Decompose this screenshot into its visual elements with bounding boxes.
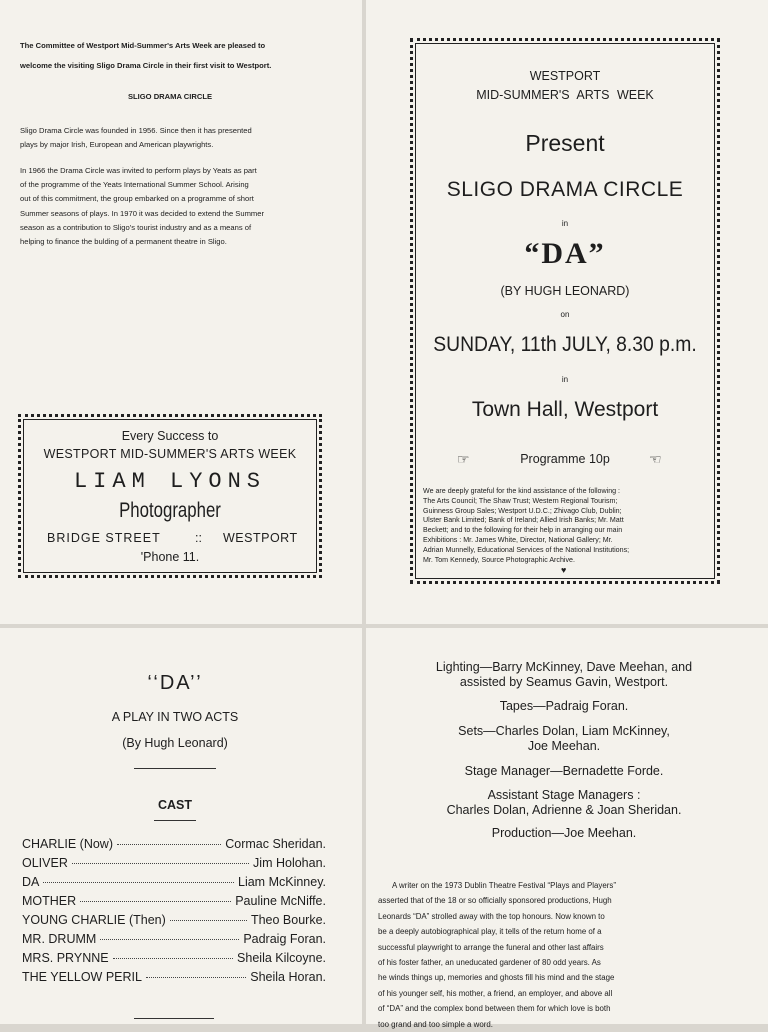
- cover-frame: [410, 38, 720, 584]
- ad-trade: Photographer: [119, 499, 221, 522]
- text-line: assisted by Seamus Gavin, Westport.: [459, 675, 669, 689]
- text-line: Joe Meehan.: [527, 739, 601, 753]
- welcome-line: The Committee of Westport Mid-Summer's Arts Week are pleased to: [20, 41, 266, 50]
- divider: [154, 820, 196, 821]
- crew-assistant-stage-managers: [366, 788, 762, 818]
- cast-role: CHARLIE (Now): [22, 837, 113, 851]
- cast-role: OLIVER: [22, 856, 68, 870]
- text-line: season as a contribution to Sligo's tourist industry and as a means of: [20, 222, 252, 232]
- cast-actor: Theo Bourke.: [250, 913, 326, 927]
- play-note: [378, 878, 754, 1032]
- ad-address: BRIDGE STREET: [47, 531, 161, 545]
- text-line: of “DA” and the complex bond between them for which love is both: [378, 1004, 611, 1014]
- text-line: asserted that of the 18 or so officially sponsored productions, Hugh: [378, 896, 612, 906]
- text-line: plays by major Irish, European and American playwrights.: [20, 140, 214, 149]
- intro-heading: SLIGO DRAMA CIRCLE: [127, 92, 213, 101]
- page-crew: [366, 628, 768, 1029]
- text-line: be a deeply autobiographical play, it tells of the return home of a: [378, 927, 602, 937]
- ornament-icon: ♥: [561, 565, 567, 575]
- cover-venue: Town Hall, Westport: [471, 398, 659, 421]
- cast-role: YOUNG CHARLIE (Then): [22, 913, 166, 927]
- pointing-hand-left-icon: ☜: [649, 451, 662, 467]
- text-line: Lighting—Barry McKinney, Dave Meehan, and: [435, 660, 693, 674]
- cover-author: (BY HUGH LEONARD): [500, 284, 630, 298]
- text-line: Guinness Group Sales; Westport U.D.C.; Zhivago Club, Dublin;: [423, 506, 622, 515]
- play-subtitle: A PLAY IN TWO ACTS: [111, 710, 239, 724]
- text-line: Adrian Munnelly, Educational Services of the National Institutions;: [423, 545, 630, 554]
- text-line: A writer on the 1973 Dublin Theatre Festival “Plays and Players”: [392, 881, 616, 890]
- cast-role: THE YELLOW PERIL: [22, 970, 142, 984]
- ad-name: LIAM LYONS: [73, 469, 267, 494]
- cast-actor: Jim Holohan.: [253, 856, 326, 870]
- text-line: helping to finance the bulding of a permanent theatre in Sligo.: [20, 237, 227, 247]
- intro-paragraph-2: [20, 164, 264, 249]
- cast-row: [22, 875, 326, 894]
- text-line: Leonards “DA” strolled away with the top honours. Now known to: [378, 911, 605, 921]
- cast-actor: Sheila Kilcoyne.: [237, 951, 326, 965]
- ad-address: WESTPORT: [223, 531, 298, 545]
- crew-lighting: [366, 660, 762, 690]
- text-line: Sets—Charles Dolan, Liam McKinney,: [458, 724, 670, 738]
- text-line: Ulster Bank Limited; Bank of Ireland; Allied Irish Banks; Mr. Matt: [423, 516, 624, 525]
- text-line: he winds things up, memories and ghosts fill his mind and the stage: [378, 973, 615, 983]
- cast-row: [22, 856, 326, 875]
- cast-role: MOTHER: [22, 894, 77, 908]
- crew-tapes: Tapes—Padraig Foran.: [499, 699, 629, 713]
- cover-in: in: [561, 219, 569, 228]
- text-line: Mr. Tom Kennedy, Source Photographic Archive.: [423, 555, 575, 564]
- ad-line: WESTPORT MID-SUMMER'S ARTS WEEK: [43, 447, 297, 461]
- crew-stage-manager: Stage Manager—Bernadette Forde.: [464, 764, 664, 778]
- cast-actor: Padraig Foran.: [243, 932, 326, 946]
- cast-role: MR. DRUMM: [22, 932, 97, 946]
- ad-line: Every Success to: [121, 429, 219, 443]
- cast-actor: Liam McKinney.: [238, 875, 326, 889]
- cast-page-title: ‘‘DA’’: [147, 672, 203, 694]
- crew-sets: [366, 724, 762, 754]
- page-intro: [0, 0, 362, 624]
- cast-list: [22, 837, 326, 989]
- intro-paragraph-1: [20, 124, 252, 152]
- text-line: Assistant Stage Managers :: [487, 788, 641, 802]
- text-line: We are deeply grateful for the kind assistance of the following :: [423, 487, 621, 495]
- ad-separator: ::: [195, 531, 202, 545]
- pointing-hand-right-icon: ☞: [457, 451, 470, 467]
- cast-heading: CAST: [157, 798, 193, 812]
- page-cast: [0, 628, 362, 1024]
- text-line: Exhibitions : Mr. James White, Director, National Gallery; Mr.: [423, 535, 613, 544]
- text-line: Charles Dolan, Adrienne & Joan Sheridan.: [446, 803, 682, 817]
- cast-actor: Cormac Sheridan.: [225, 837, 326, 851]
- intro-welcome: [20, 36, 271, 76]
- play-author: (By Hugh Leonard): [122, 736, 228, 750]
- cast-role: MRS. PRYNNE: [22, 951, 109, 965]
- cast-row: [22, 837, 326, 856]
- cover-company: SLIGO DRAMA CIRCLE: [446, 178, 684, 201]
- text-line: Sligo Drama Circle was founded in 1956. Since then it has presented: [20, 126, 252, 135]
- text-line: The Arts Council; The Shaw Trust; Western Regional Tourism;: [423, 496, 618, 505]
- cast-row: [22, 894, 326, 913]
- cover-org: WESTPORT: [529, 69, 601, 83]
- text-line: of his foster father, an uneducated gardener of 80 odd years. As: [378, 958, 601, 968]
- cover-play-title: “DA”: [524, 237, 606, 270]
- cover-on: on: [560, 310, 570, 319]
- cover-org: MID-SUMMER'S ARTS WEEK: [476, 88, 654, 102]
- cast-role: DA: [22, 875, 40, 889]
- photographer-ad: [18, 414, 322, 578]
- cover-date: SUNDAY, 11th JULY, 8.30 p.m.: [433, 333, 697, 356]
- divider: [134, 1018, 214, 1019]
- welcome-line: welcome the visiting Sligo Drama Circle in their first visit to Westport.: [20, 61, 272, 70]
- cast-actor: Sheila Horan.: [250, 970, 326, 984]
- cover-in: in: [561, 375, 569, 384]
- cover-programme-price: Programme 10p: [520, 452, 610, 466]
- text-line: of his younger self, his mother, a friend, an employer, and above all: [378, 988, 613, 998]
- cover-present: Present: [525, 130, 605, 156]
- crew-production: Production—Joe Meehan.: [491, 826, 637, 840]
- page-cover: [366, 0, 768, 624]
- cast-row: [22, 951, 326, 970]
- text-line: successful playwright to arrange the funeral and other last affairs: [378, 942, 604, 952]
- text-line: of the programme of the Yeats International Summer School. Arising: [20, 180, 249, 190]
- ad-phone: 'Phone 11.: [140, 550, 200, 564]
- text-line: out of this commitment, the group embarked on a programme of short: [20, 194, 254, 204]
- text-line: Summer seasons of plays. In 1970 it was decided to extend the Summer: [20, 208, 264, 218]
- text-line: Beckett; and to the following for their help in arranging our main: [423, 526, 623, 535]
- cast-row: [22, 970, 326, 989]
- cast-actor: Pauline McNiffe.: [235, 894, 326, 908]
- text-line: too grand and too simple a word.: [378, 1019, 493, 1029]
- cover-acknowledgements: [423, 487, 713, 565]
- cast-row: [22, 913, 326, 932]
- text-line: In 1966 the Drama Circle was invited to perform plays by Yeats as part: [20, 166, 257, 175]
- divider: [134, 768, 216, 769]
- cast-row: [22, 932, 326, 951]
